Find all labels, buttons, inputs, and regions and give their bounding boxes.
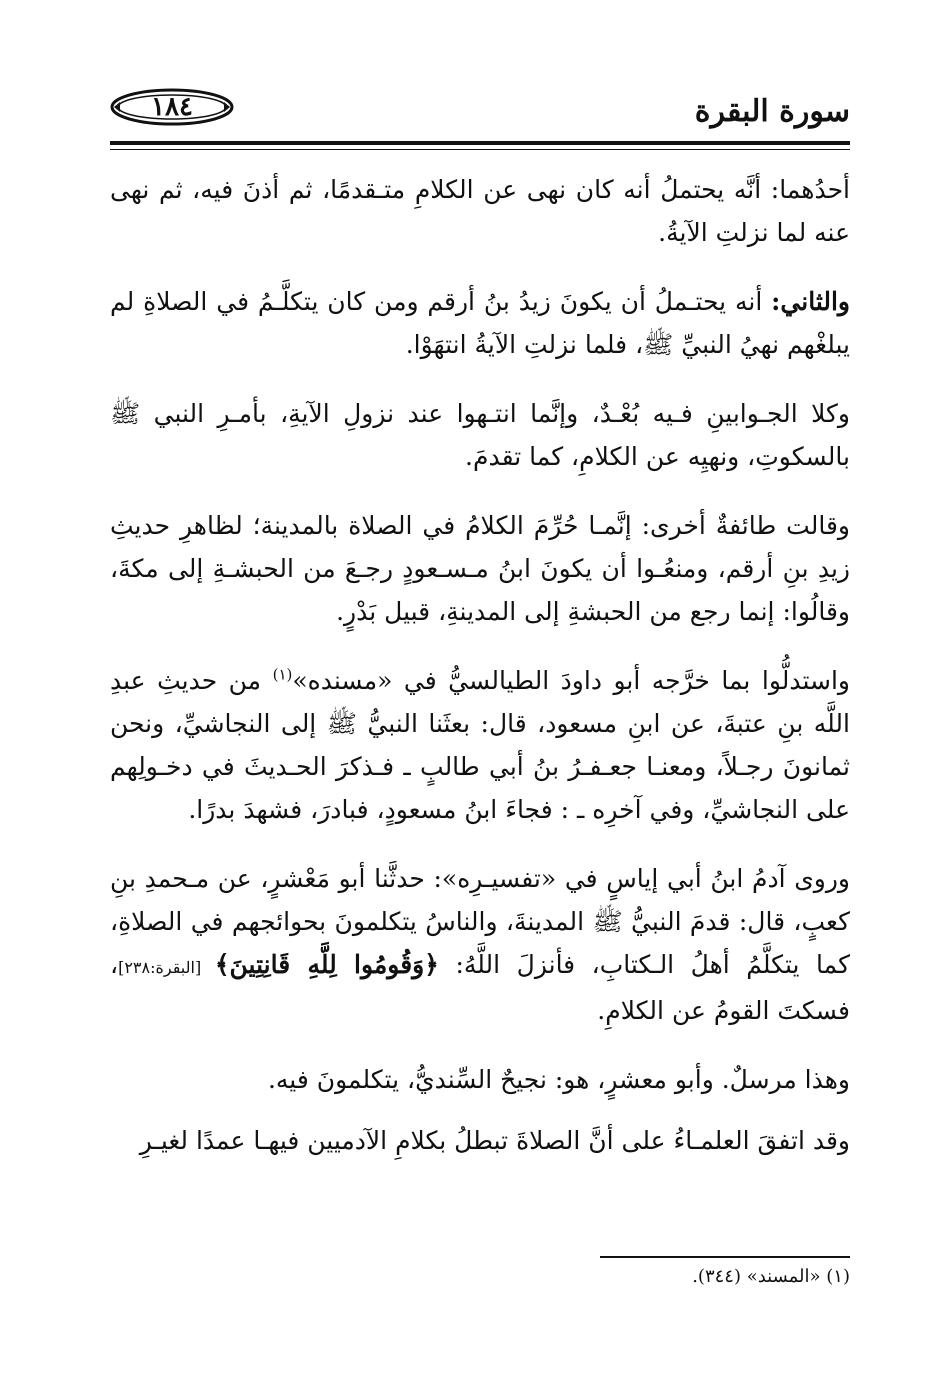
verse-reference: [البقرة:٢٣٨] <box>118 958 215 977</box>
paragraph-5-text-b: من حديثِ عبدِ اللَّه بنِ عتبةَ، عن ابنِ مسعود، قال: بعثَنا النبيُّ ﷺ إلى النجاشيِّ، ونحن ثمانونَ رجـلاً، ومعنـا جعـفـرُ بنُ أبي طالبٍ ـ فـذكرَ الحـديثَ في دخـولِهم على النجاشيِّ، وفي آخرِه ـ : فجاءَ ابنُ مسعودٍ، فبادرَ، فشهدَ بدرًا. <box>110 666 851 824</box>
paragraph-1: أحدُهما: أنَّه يحتملُ أنه كان نهى عن الكلامِ متـقدمًا، ثم أذنَ فيه، ثم نهى عنه لما نزلتِ الآيةُ. <box>110 175 850 247</box>
quran-verse: ﴿وَقُومُوا لِلَّهِ قَانِتِينَ﴾ <box>214 950 439 979</box>
paragraph-5-text-a: واستدلُّوا بما خرَّجه أبو داودَ الطيالسيُّ في «مسنده» <box>292 666 850 695</box>
page-number-badge <box>110 88 234 126</box>
paragraph-4: وقالت طائفةٌ أخرى: إنَّمـا حُرِّمَ الكلامُ في الصلاة بالمدينة؛ لظاهرِ حديثِ زيدِ بنِ أرقم، ومنعُـوا أن يكونَ ابنُ مـسـعودٍ رجـعَ من الحبشـةِ إلى مكةَ، وقالُوا: إنما رجع من الحبشةِ إلى المدينةِ، قبيل بَدْرٍ. <box>110 511 850 626</box>
page-number: ١٨٤ <box>151 92 193 122</box>
page-header <box>110 84 850 138</box>
header-rule-thick <box>110 141 850 145</box>
paragraph-2-lead: والثاني: <box>771 287 850 316</box>
paragraph-8: وقد اتفقَ العلمـاءُ على أنَّ الصلاةَ تبطلُ بكلامِ الآدميين فيهـا عمدًا لغيـرِ <box>139 1126 850 1155</box>
paragraph-6-text-b: ، فسكتَ القومُ عن الكلامِ. <box>110 950 850 1025</box>
surah-title: سورة البقرة <box>694 94 850 129</box>
main-text <box>110 168 850 1188</box>
header-rule-thin <box>110 149 850 150</box>
paragraph-7: وهذا مرسلٌ. وأبو معشرٍ، هو: نجيحٌ السِّنديُّ، يتكلمونَ فيه. <box>267 1065 850 1094</box>
footnote-reference: (١) <box>272 665 293 684</box>
footnote: (١) «المسند» (٣٤٤). <box>692 1266 850 1287</box>
paragraph-2-text: أنه يحتـملُ أن يكونَ زيدُ بنُ أرقم ومن كان يتكلَّـمُ في الصلاةِ لم يبلغْهم نهيُ النبيِّ ﷺ، فلما نزلتِ الآيةُ انتهَوْا. <box>110 287 850 359</box>
paragraph-5 <box>110 659 850 831</box>
paragraph-6-text-a: وروى آدمُ ابنُ أبي إياسٍ في «تفسيـرِه»: حدثَّنا أبو مَعْشرٍ، عن مـحمدِ بنِ كعبٍ، قال: قدمَ النبيُّ ﷺ المدينةَ، والناسُ يتكلمونَ بحوائجهم في الصلاةِ، كما يتكلَّمُ أهلُ الـكتابِ، فأنزلَ اللَّهُ: <box>110 864 851 979</box>
footnote-rule <box>600 1256 850 1258</box>
paragraph-2 <box>110 280 850 366</box>
paragraph-3: وكلا الجـوابينِ فـيه بُعْـدٌ، وإنَّما انتـهوا عند نزولِ الآيةِ، بأمـرِ النبي ﷺ بالسكوتِ، ونهيِه عن الكلامِ، كما تقدمَ. <box>110 399 850 471</box>
paragraph-6 <box>110 857 850 1032</box>
